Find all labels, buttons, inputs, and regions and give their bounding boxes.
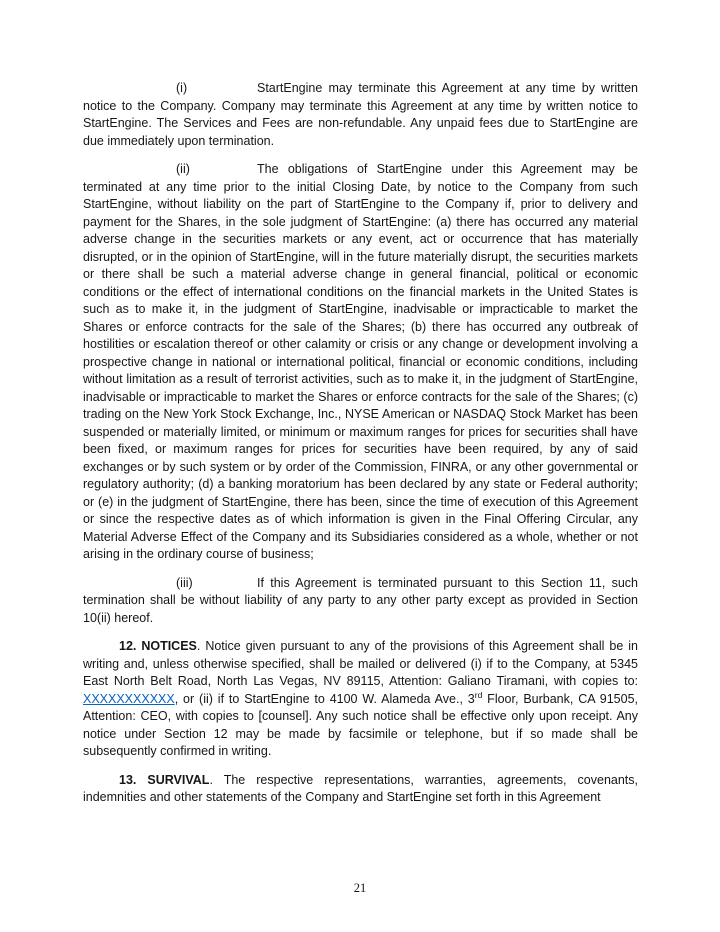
survival-heading: 13. SURVIVAL: [119, 772, 210, 787]
ordinal-suffix: rd: [474, 689, 483, 700]
notices-tail-text: Floor, Burbank, CA 91505, Attention: CEO, with copies to [counsel]. Any such notice shall be effective only upon receipt. Any notice under Section 12 may be made by facsimile or telephone, but if so made shall be subsequently confirmed in writing.: [83, 691, 638, 758]
clause-iii-text: If this Agreement is terminated pursuant to this Section 11, such termination shall be without liability of any party to any other party except as provided in Section 10(ii) hereof.: [83, 575, 638, 625]
clause-ii-text: The obligations of StartEngine under this Agreement may be terminated at any time prior to the initial Closing Date, by notice to the Company from such StartEngine, without liability on the part of StartEngine to the Company if, prior to delivery and payment for the Shares, in the sole judgment of StartEngine: (a) there has occurred any material adverse change in the securities markets or any event, act or occurrence that has materially disrupted, or in the opinion of StartEngine, will in the future materially disrupt, the securities markets or there shall be such a material adverse change in general financial, political or economic conditions or the effect of international conditions on the financial markets in the United States is such as to make it, in the judgment of StartEngine, inadvisable or impracticable to market the Shares or enforce contracts for the sale of the Shares; (b) there has occurred any outbreak of hostilities or escalation thereof or other calamity or crisis or any change or development involving a prospective change in national or international political, financial or economic conditions, including without limitation as a result of terrorist activities, such as to make it, in the judgment of StartEngine, inadvisable or impracticable to market the Shares or enforce contracts for the sale of the Shares; (c) trading on the New York Stock Exchange, Inc., NYSE American or NASDAQ Stock Market has been suspended or materially limited, or minimum or maximum ranges for prices for securities shall have been fixed, or maximum ranges for prices for securities have been required, by any of said exchanges or by such system or by order of the Commission, FINRA, or any other governmental or regulatory authority; (d) a banking moratorium has been declared by any state or Federal authority; or (e) in the judgment of StartEngine, there has been, since the time of execution of this Agreement or since the respective dates as of which information is given in the Final Offering Circular, any Material Adverse Effect of the Company and its Subsidiaries considered as a whole, whether or not arising in the ordinary course of business;: [83, 162, 638, 561]
clause-ii-label: (ii): [176, 162, 190, 176]
notices-lead-text: . Notice given pursuant to any of the provisions of this Agreement shall be in writing and, unless otherwise specified, shall be mailed or delivered (i) if to the Company, at 5345 East North Belt Road, North Las Vegas, NV 89115, Attention: Galiano Tiramani, with copies to:: [83, 639, 638, 688]
clause-i-paragraph: [83, 80, 638, 150]
notices-heading: 12. NOTICES: [119, 639, 197, 653]
survival-text: . The respective representations, warranties, agreements, covenants, indemnities and other statements of the Company and StartEngine set forth in this Agreement: [83, 772, 638, 804]
clause-iii-paragraph: [83, 575, 638, 628]
clause-i-label: (i): [176, 81, 188, 95]
clause-iii-label: (iii): [176, 575, 193, 590]
page-number: 21: [353, 881, 367, 895]
survival-paragraph: [83, 772, 638, 807]
clause-i-text: StartEngine may terminate this Agreement at any time by written notice to the Company. Company may terminate this Agreement at any time by written notice to StartEngine. The Services and Fees are non-refundable. Any unpaid fees due to StartEngine are due immediately upon termination.: [83, 81, 638, 148]
notices-middle-text: , or (ii) if to StartEngine to 4100 W. Alameda Ave., 3: [174, 691, 475, 706]
notices-paragraph: [83, 638, 638, 761]
clause-ii-paragraph: [83, 161, 638, 564]
notices-copies-link[interactable]: XXXXXXXXXXX: [83, 691, 175, 706]
